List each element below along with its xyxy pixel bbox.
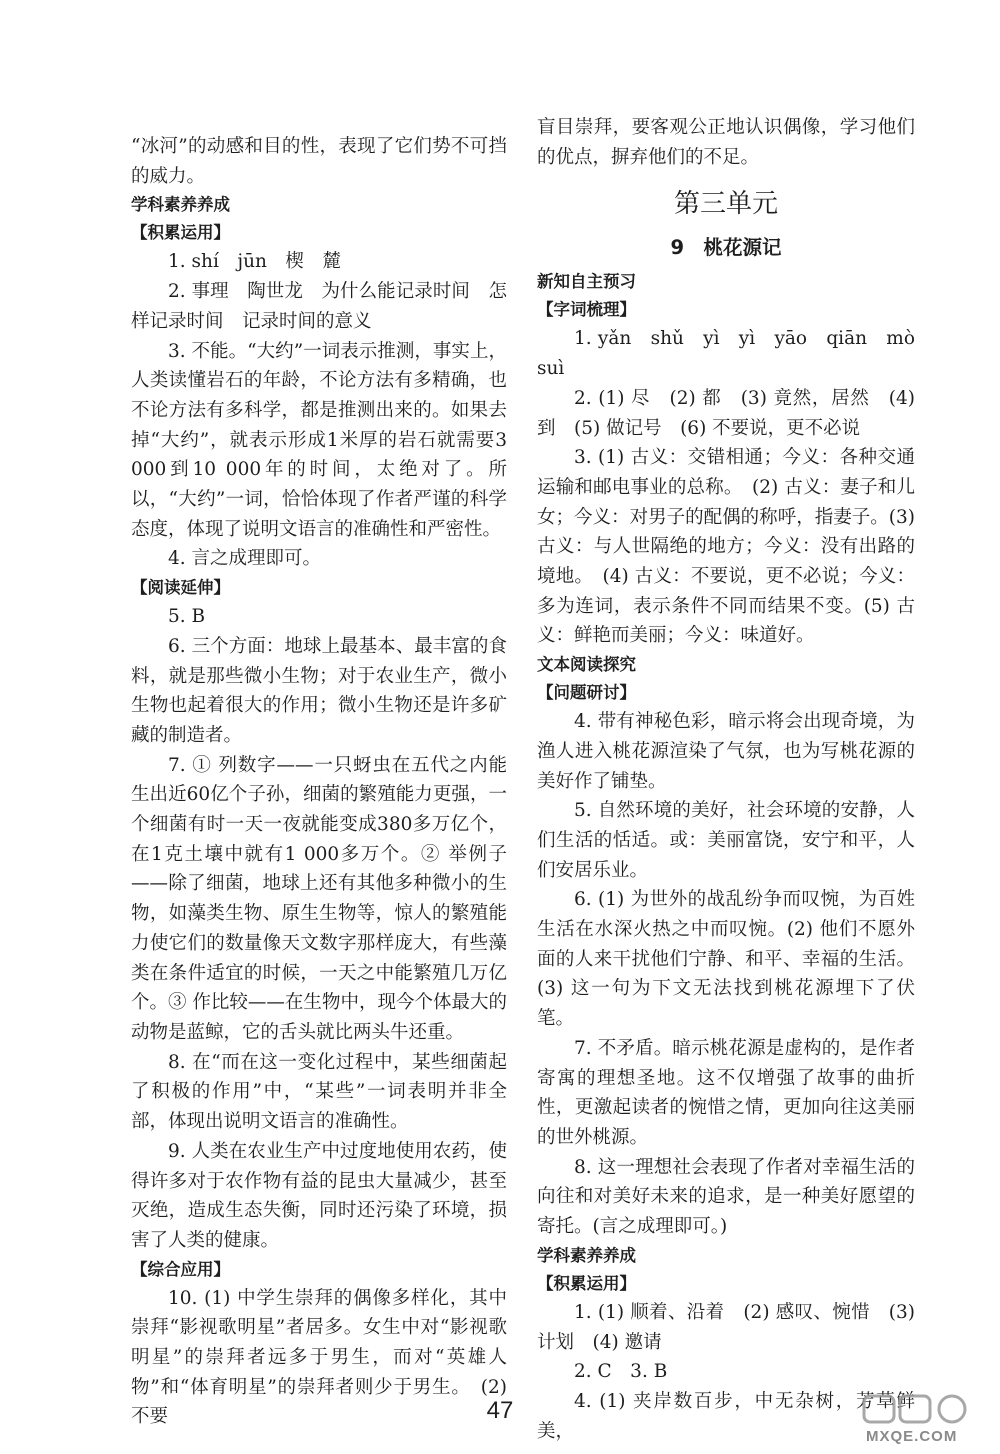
answer-paragraph: 8. 这一理想社会表现了作者对幸福生活的向往和对美好未来的追求，是一种美好愿望的寄托。(言之成理即可。) (537, 1156, 915, 1238)
answer-paragraph: 6. 三个方面：地球上最基本、最丰富的食料，就是那些微小生物；对于农业生产，微小生物也起着很大的作用；微小生物还是许多矿藏的制造者。 (131, 635, 507, 746)
answer-paragraph: 5. 自然环境的美好，社会环境的安静，人们生活的恬适。或：美丽富饶，安宁和平，人们安居乐业。 (537, 800, 915, 881)
page-number: 47 (486, 1397, 514, 1424)
answer-paragraph: 4. 言之成理即可。 (168, 548, 322, 570)
unit-title: 第三单元 (673, 189, 778, 220)
answer-paragraph: 4. 带有神秘色彩，暗示将会出现奇境，为渔人进入桃花源渲染了气氛，也为写桃花源的美好作了铺垫。 (537, 711, 915, 792)
subsection-heading: 【综合应用】 (131, 1259, 230, 1279)
answer-paragraph: 1. shí jūn 楔 麓 (168, 251, 341, 273)
answer-paragraph: 10. (1) 中学生崇拜的偶像多样化，其中崇拜“影视歌明星”者居多。女生中对“影视歌明星”的崇拜者远多于男生，而对“英雄人物”和“体育明星”的崇拜者则少于男生。 (2) 不要 (131, 1287, 507, 1428)
answer-paragraph: 8. 在“而在这一变化过程中，某些细菌起了积极的作用”中，“某些”一词表明并非全部，体现出说明文语言的准确性。 (131, 1051, 507, 1133)
answer-paragraph: 9. 人类在农业生产中过度地使用农药，使得许多对于农作物有益的昆虫大量减少，甚至灭绝，造成生态失衡，同时还污染了环境，损害了人类的健康。 (131, 1140, 507, 1251)
subsection-heading: 【积累运用】 (131, 223, 230, 243)
answer-paragraph: 5. B (168, 606, 206, 628)
right-column (537, 113, 934, 1446)
subsection-heading: 【积累运用】 (537, 1273, 636, 1293)
subsection-heading: 【字词梳理】 (537, 300, 636, 320)
subsection-heading: 【问题研讨】 (537, 683, 636, 703)
continuation-text: 盲目崇拜，要客观公正地认识偶像，学习他们的优点，摒弃他们的不足。 (537, 117, 915, 168)
answer-paragraph: “冰河”的动感和目的性，表现了它们势不可挡的威力。 (131, 136, 507, 187)
answer-paragraph: 3. 不能。“大约”一词表示推测，事实上，人类读懂岩石的年龄，不论方法有多精确，也不论方法有多科学，都是推测出来的。如果去掉“大约”，就表示形成1米厚的岩石就需要3 000到10 000年的时间，太绝对了。所以，“大约”一词，恰恰体现了作者严谨的科学态度，体现了说明文语言的准确性和严密性。 (131, 340, 507, 540)
answer-paragraph: 2. C 3. B (574, 1361, 668, 1383)
section-heading: 新知自主预习 (537, 272, 636, 292)
section-heading: 学科素养养成 (131, 195, 230, 215)
answer-paragraph: 7. ① 列数字——一只蚜虫在五代之内能生出近60亿个子孙，细菌的繁殖能力更强，一个细菌有时一天一夜就能变成380多万亿个，在1克土壤中就有1 000多万个。② 举例子——除了细菌，地球上还有其他多种微小的生物，如藻类生物、原生生物等，惊人的繁殖能力使它们的数量像天文数字那样庞大，有些藻类在条件适宜的时候，一天之中能繁殖几万亿个。③ 作比较——在生物中，现今个体最大的动物是蓝鲸，它的舌头就比两头牛还重。 (131, 754, 507, 1043)
watermark-text: MXQE.COM (866, 1428, 958, 1445)
subsection-heading: 【阅读延伸】 (131, 578, 230, 598)
answer-paragraph: 6. (1) 为世外的战乱纷争而叹惋，为百姓生活在水深火热之中而叹惋。(2) 他们不愿外面的人来干扰他们宁静、和平、幸福的生活。(3) 这一句为下文无法找到桃花源埋下了伏笔。 (537, 889, 915, 1030)
answer-paragraph: 4. (1) 夹岸数百步，中无杂树，芳草鲜美， (537, 1390, 915, 1442)
answer-paragraph: 2. (1) 尽 (2) 都 (3) 竟然，居然 (4) 到 (5) 做记号 (6) 不要说，更不必说 (537, 387, 915, 439)
answer-paragraph: 7. 不矛盾。暗示桃花源是虚构的，是作者寄寓的理想圣地。这不仅增强了故事的曲折性，更激起读者的惋惜之情，更加向往这美丽的世外桃源。 (537, 1037, 915, 1148)
answer-paragraph: 1. yǎn shǔ yì yì yāo qiān mò suì (537, 328, 934, 380)
right-column-body (537, 268, 934, 1446)
lesson-title: 9 桃花源记 (670, 236, 782, 260)
section-heading: 文本阅读探究 (537, 655, 636, 675)
answer-paragraph: 2. 事理 陶世龙 为什么能记录时间 怎样记录时间 记录时间的意义 (131, 281, 507, 332)
answer-paragraph: 3. (1) 古义：交错相通；今义：各种交通运输和邮电事业的总称。 (2) 古义：妻子和儿女；今义：对男子的配偶的称呼，指妻子。(3) 古义：与人世隔绝的地方；今义：没有出路的境地。 (4) 古义：不要说，更不必说；今义：多为连词，表示条件不同而结果不变。(5) 古义：鲜艳而美丽；今义：味道好。 (537, 447, 915, 647)
section-heading: 学科素养养成 (537, 1245, 636, 1265)
answer-paragraph: 1. (1) 顺着、沿着 (2) 感叹、惋惜 (3) 计划 (4) 邀请 (537, 1301, 915, 1353)
left-column (131, 132, 507, 1432)
